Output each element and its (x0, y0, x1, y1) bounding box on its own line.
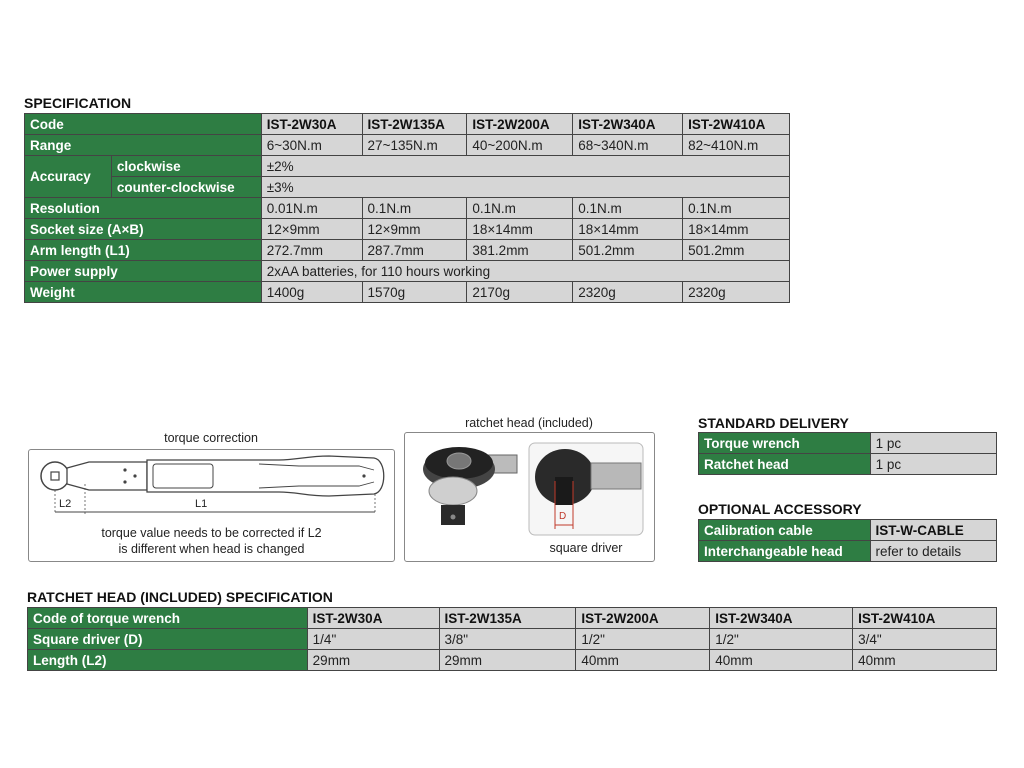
torque-correction-title: torque correction (164, 431, 258, 445)
optional-accessory-title: OPTIONAL ACCESSORY (698, 501, 862, 517)
weight-cell: 2170g (467, 282, 573, 303)
resolution-cell: 0.1N.m (683, 198, 790, 219)
weight-cell: 2320g (573, 282, 683, 303)
table-row (28, 629, 997, 650)
code-cell: IST-2W200A (467, 114, 573, 135)
range-cell: 27~135N.m (362, 135, 467, 156)
torque-wrench-label: Torque wrench (699, 433, 871, 454)
power-supply-label: Power supply (25, 261, 262, 282)
code-label: Code (25, 114, 262, 135)
clockwise-label: clockwise (111, 156, 261, 177)
correction-note-line-2: is different when head is changed (118, 542, 305, 556)
ratchet-code-cell: IST-2W200A (576, 608, 710, 629)
table-row (28, 650, 997, 671)
length-l2-cell: 40mm (853, 650, 997, 671)
length-l2-cell: 29mm (439, 650, 576, 671)
interchangeable-head-value: refer to details (870, 541, 996, 562)
code-cell: IST-2W30A (261, 114, 362, 135)
resolution-cell: 0.01N.m (261, 198, 362, 219)
square-driver-cell: 3/8" (439, 629, 576, 650)
standard-delivery-title: STANDARD DELIVERY (698, 415, 849, 431)
table-row (25, 219, 790, 240)
code-cell: IST-2W410A (683, 114, 790, 135)
resolution-cell: 0.1N.m (467, 198, 573, 219)
standard-delivery-table (698, 432, 997, 475)
range-cell: 68~340N.m (573, 135, 683, 156)
correction-note-line-1: torque value needs to be corrected if L2 (101, 526, 322, 540)
ratchet-spec-title: RATCHET HEAD (INCLUDED) SPECIFICATION (27, 589, 333, 605)
weight-label: Weight (25, 282, 262, 303)
torque-wrench-diagram (29, 450, 394, 520)
ratchet-head-title: ratchet head (included) (465, 416, 593, 430)
arm-length-cell: 501.2mm (573, 240, 683, 261)
ratchet-head-panel (404, 432, 655, 562)
table-row (699, 454, 997, 475)
code-cell: IST-2W135A (362, 114, 467, 135)
ratchet-base-icon (429, 477, 477, 505)
counter-clockwise-label: counter-clockwise (111, 177, 261, 198)
square-driver-cell: 3/4" (853, 629, 997, 650)
socket-cell: 12×9mm (261, 219, 362, 240)
socket-cell: 12×9mm (362, 219, 467, 240)
table-row (25, 156, 790, 177)
calibration-cable-value: IST-W-CABLE (870, 520, 996, 541)
square-driver-cell: 1/2" (710, 629, 853, 650)
d-label: D (559, 511, 567, 522)
l2-label: L2 (59, 498, 72, 510)
torque-correction-panel (28, 449, 395, 562)
resolution-cell: 0.1N.m (573, 198, 683, 219)
range-label: Range (25, 135, 262, 156)
code-of-torque-wrench-label: Code of torque wrench (28, 608, 308, 629)
table-row (699, 541, 997, 562)
square-driver-label: Square driver (D) (28, 629, 308, 650)
weight-cell: 2320g (683, 282, 790, 303)
resolution-cell: 0.1N.m (362, 198, 467, 219)
socket-cell: 18×14mm (573, 219, 683, 240)
table-row (25, 282, 790, 303)
range-cell: 6~30N.m (261, 135, 362, 156)
calibration-cable-label: Calibration cable (699, 520, 871, 541)
table-row (699, 433, 997, 454)
table-row (25, 114, 790, 135)
table-row (25, 177, 790, 198)
torque-wrench-qty: 1 pc (870, 433, 996, 454)
length-l2-cell: 29mm (307, 650, 439, 671)
range-cell: 82~410N.m (683, 135, 790, 156)
wrench-head-outline (41, 462, 69, 490)
length-l2-cell: 40mm (710, 650, 853, 671)
ratchet-code-cell: IST-2W340A (710, 608, 853, 629)
range-cell: 40~200N.m (467, 135, 573, 156)
code-cell: IST-2W340A (573, 114, 683, 135)
ratchet-code-cell: IST-2W135A (439, 608, 576, 629)
length-l2-label: Length (L2) (28, 650, 308, 671)
resolution-label: Resolution (25, 198, 262, 219)
socket-label: Socket size (A×B) (25, 219, 262, 240)
table-row (25, 198, 790, 219)
weight-cell: 1400g (261, 282, 362, 303)
ratchet-code-cell: IST-2W30A (307, 608, 439, 629)
table-row (25, 261, 790, 282)
ratchet-spec-table (27, 607, 997, 671)
specification-table (24, 113, 790, 303)
table-row (25, 135, 790, 156)
table-row (25, 240, 790, 261)
arm-length-cell: 381.2mm (467, 240, 573, 261)
socket-cell: 18×14mm (683, 219, 790, 240)
optional-accessory-table (698, 519, 997, 562)
square-driver-cell: 1/2" (576, 629, 710, 650)
arm-length-cell: 501.2mm (683, 240, 790, 261)
ratchet-code-cell: IST-2W410A (853, 608, 997, 629)
arm-length-label: Arm length (L1) (25, 240, 262, 261)
ratchet-closeup-neck (591, 463, 641, 489)
table-row (699, 520, 997, 541)
ratchet-head-photo (405, 433, 654, 543)
arm-length-cell: 272.7mm (261, 240, 362, 261)
weight-cell: 1570g (362, 282, 467, 303)
table-row (28, 608, 997, 629)
arm-length-cell: 287.7mm (362, 240, 467, 261)
ratchet-head-qty: 1 pc (870, 454, 996, 475)
wrench-body-outline (147, 456, 384, 496)
l1-label: L1 (195, 498, 208, 510)
clockwise-value: ±2% (261, 156, 789, 177)
square-driver-caption: square driver (549, 541, 623, 555)
specification-title: SPECIFICATION (24, 95, 132, 111)
counter-clockwise-value: ±3% (261, 177, 789, 198)
length-l2-cell: 40mm (576, 650, 710, 671)
accuracy-label: Accuracy (25, 156, 112, 198)
square-driver-cell: 1/4" (307, 629, 439, 650)
ratchet-head-label: Ratchet head (699, 454, 871, 475)
power-supply-value: 2xAA batteries, for 110 hours working (261, 261, 789, 282)
socket-cell: 18×14mm (467, 219, 573, 240)
interchangeable-head-label: Interchangeable head (699, 541, 871, 562)
